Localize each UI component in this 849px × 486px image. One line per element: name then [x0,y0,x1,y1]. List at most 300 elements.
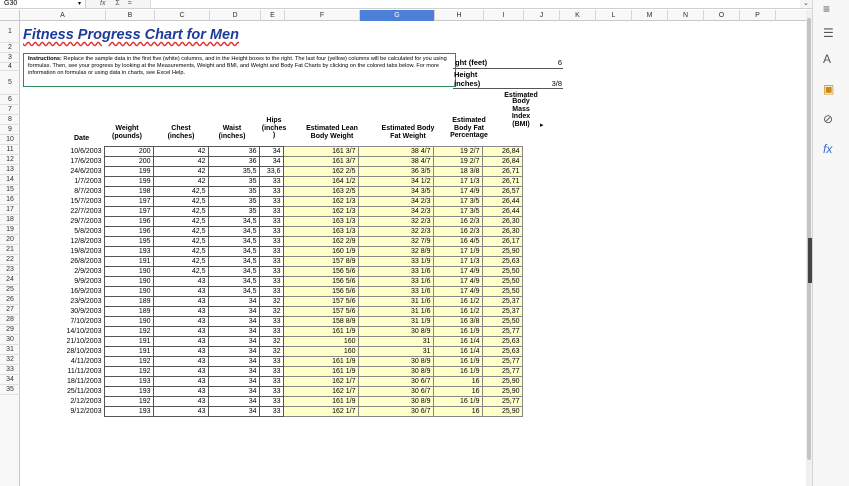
table-cell[interactable]: 42,5 [153,257,208,267]
column-header-C[interactable]: C [155,10,210,21]
table-cell[interactable]: 16/9/2003 [70,288,102,295]
table-cell[interactable]: 34 [208,297,259,307]
table-cell[interactable]: 16 [433,377,482,387]
column-header-H[interactable]: H [435,10,484,21]
table-cell[interactable]: 30 6/7 [358,407,433,417]
table-cell[interactable]: 192 [104,327,153,337]
row-header-1[interactable]: 1 [0,21,20,43]
table-cell[interactable]: 43 [153,277,208,287]
table-cell[interactable]: 189 [104,307,153,317]
table-cell[interactable]: 26,84 [482,147,522,157]
table-cell[interactable]: 43 [153,297,208,307]
row-header-29[interactable]: 29 [0,325,20,335]
table-cell[interactable]: 42 [153,177,208,187]
functions-icon[interactable]: fx [823,142,833,156]
table-cell[interactable]: 30 8/9 [358,367,433,377]
row-header-15[interactable]: 15 [0,185,20,195]
table-cell[interactable]: 32 [259,337,283,347]
table-cell[interactable]: 34 1/2 [358,177,433,187]
table-cell[interactable]: 32 [259,297,283,307]
table-cell[interactable]: 5/8/2003 [74,228,102,235]
table-cell[interactable]: 156 5/6 [283,267,358,277]
column-header-E[interactable]: E [261,10,285,21]
table-cell[interactable]: 25,77 [482,367,522,377]
table-cell[interactable]: 16 3/8 [433,317,482,327]
select-all-corner[interactable] [0,10,20,21]
table-cell[interactable]: 157 5/6 [283,307,358,317]
table-cell[interactable]: 33 [259,217,283,227]
chevron-down-icon[interactable]: ▾ [77,1,81,7]
row-header-22[interactable]: 22 [0,255,20,265]
table-cell[interactable]: 34 [259,147,283,157]
table-cell[interactable]: 38 4/7 [358,147,433,157]
row-header-23[interactable]: 23 [0,265,20,275]
table-cell[interactable]: 2/12/2003 [70,398,102,405]
table-cell[interactable]: 10/6/2003 [70,148,102,155]
table-cell[interactable]: 43 [153,407,208,417]
table-cell[interactable]: 25,50 [482,317,522,327]
column-header-G[interactable]: G [360,10,435,21]
table-cell[interactable]: 42,5 [153,217,208,227]
table-cell[interactable]: 158 8/9 [283,317,358,327]
table-cell[interactable]: 22/7/2003 [70,208,102,215]
table-cell[interactable]: 34 [208,317,259,327]
table-cell[interactable]: 26,44 [482,207,522,217]
table-cell[interactable]: 34,5 [208,287,259,297]
table-cell[interactable]: 25,50 [482,287,522,297]
row-header-34[interactable]: 34 [0,375,20,385]
function-wizard-icon[interactable]: fx [100,0,106,7]
table-cell[interactable]: 31 1/9 [358,317,433,327]
table-cell[interactable]: 17 3/5 [433,207,482,217]
table-cell[interactable]: 36 3/5 [358,167,433,177]
table-cell[interactable]: 42 [153,157,208,167]
table-cell[interactable]: 19/8/2003 [70,248,102,255]
row-header-13[interactable]: 13 [0,165,20,175]
table-cell[interactable]: 2/9/2003 [74,268,102,275]
chevron-right-icon[interactable]: ▸ [540,122,544,129]
table-cell[interactable]: 26/8/2003 [70,258,102,265]
table-cell[interactable]: 42,5 [153,227,208,237]
table-cell[interactable]: 42,5 [153,237,208,247]
table-cell[interactable]: 9/9/2003 [74,278,102,285]
row-header-4[interactable]: 4 [0,63,20,71]
column-header-O[interactable]: O [704,10,740,21]
table-cell[interactable]: 160 1/9 [283,247,358,257]
table-cell[interactable]: 26,30 [482,217,522,227]
table-cell[interactable]: 31 [358,347,433,357]
table-cell[interactable]: 4/11/2003 [70,358,102,365]
table-cell[interactable]: 26,44 [482,197,522,207]
table-cell[interactable]: 16 1/4 [433,347,482,357]
table-cell[interactable]: 16 2/3 [433,227,482,237]
row-header-16[interactable]: 16 [0,195,20,205]
table-cell[interactable]: 16 2/3 [433,217,482,227]
table-cell[interactable]: 17 4/9 [433,187,482,197]
table-cell[interactable]: 43 [153,367,208,377]
table-cell[interactable]: 192 [104,397,153,407]
styles-icon[interactable]: A [823,52,832,66]
table-cell[interactable]: 17 4/9 [433,277,482,287]
row-header-12[interactable]: 12 [0,155,20,165]
table-cell[interactable]: 164 1/2 [283,177,358,187]
table-cell[interactable]: 195 [104,237,153,247]
table-cell[interactable]: 34,5 [208,267,259,277]
table-cell[interactable]: 43 [153,317,208,327]
table-cell[interactable]: 34 [208,307,259,317]
table-cell[interactable]: 25,77 [482,397,522,407]
table-cell[interactable]: 161 1/9 [283,357,358,367]
table-cell[interactable]: 34 [208,397,259,407]
column-header-P[interactable]: P [740,10,776,21]
table-cell[interactable]: 16 1/2 [433,307,482,317]
table-cell[interactable]: 8/7/2003 [74,188,102,195]
table-cell[interactable]: 18 3/8 [433,167,482,177]
table-cell[interactable]: 25/11/2003 [66,388,102,395]
table-cell[interactable]: 34 [208,377,259,387]
table-cell[interactable]: 26,57 [482,187,522,197]
expand-formula-icon[interactable]: ⌄ [803,0,809,7]
row-header-9[interactable]: 9 [0,125,20,135]
row-header-11[interactable]: 11 [0,145,20,155]
table-cell[interactable]: 30 6/7 [358,387,433,397]
table-cell[interactable]: 26,17 [482,237,522,247]
table-cell[interactable]: 28/10/2003 [66,348,102,355]
table-cell[interactable]: 192 [104,367,153,377]
table-cell[interactable]: 157 8/9 [283,257,358,267]
table-cell[interactable]: 31 1/6 [358,307,433,317]
table-cell[interactable]: 26,84 [482,157,522,167]
table-cell[interactable]: 17 3/5 [433,197,482,207]
table-cell[interactable]: 34,5 [208,247,259,257]
table-cell[interactable]: 35 [208,197,259,207]
row-header-20[interactable]: 20 [0,235,20,245]
table-cell[interactable]: 33 [259,247,283,257]
table-cell[interactable]: 17 1/3 [433,257,482,267]
table-cell[interactable]: 191 [104,337,153,347]
table-cell[interactable]: 161 3/7 [283,147,358,157]
table-cell[interactable]: 42,5 [153,247,208,257]
row-header-26[interactable]: 26 [0,295,20,305]
table-cell[interactable]: 30/9/2003 [70,308,102,315]
table-cell[interactable]: 25,90 [482,387,522,397]
table-cell[interactable]: 33 [259,227,283,237]
table-cell[interactable]: 192 [104,357,153,367]
height-inches-value[interactable]: 3/8 [551,79,562,88]
table-cell[interactable]: 156 5/6 [283,277,358,287]
table-cell[interactable]: 33 [259,377,283,387]
table-cell[interactable]: 31 1/6 [358,297,433,307]
table-cell[interactable]: 34 3/5 [358,187,433,197]
table-cell[interactable]: 161 1/9 [283,397,358,407]
table-cell[interactable]: 199 [104,167,153,177]
table-cell[interactable]: 25,63 [482,257,522,267]
row-header-25[interactable]: 25 [0,285,20,295]
table-cell[interactable]: 33 [259,317,283,327]
table-cell[interactable]: 36 [208,147,259,157]
table-cell[interactable]: 43 [153,327,208,337]
table-cell[interactable]: 34 2/3 [358,197,433,207]
table-cell[interactable]: 191 [104,347,153,357]
table-cell[interactable]: 16 [433,407,482,417]
table-cell[interactable]: 33,6 [259,167,283,177]
table-cell[interactable]: 33 [259,237,283,247]
table-cell[interactable]: 25,77 [482,327,522,337]
table-cell[interactable]: 160 [283,347,358,357]
table-cell[interactable]: 24/6/2003 [70,168,102,175]
table-cell[interactable]: 33 [259,287,283,297]
table-cell[interactable]: 161 1/9 [283,367,358,377]
table-cell[interactable]: 26,30 [482,227,522,237]
table-cell[interactable]: 163 1/3 [283,227,358,237]
table-cell[interactable]: 33 1/6 [358,267,433,277]
table-cell[interactable]: 25,63 [482,347,522,357]
row-header-24[interactable]: 24 [0,275,20,285]
table-cell[interactable]: 34 [208,337,259,347]
row-header-30[interactable]: 30 [0,335,20,345]
table-cell[interactable]: 160 [283,337,358,347]
table-cell[interactable]: 38 4/7 [358,157,433,167]
table-cell[interactable]: 33 1/6 [358,277,433,287]
table-cell[interactable]: 193 [104,377,153,387]
table-cell[interactable]: 33 [259,177,283,187]
table-cell[interactable]: 16 1/9 [433,397,482,407]
table-cell[interactable]: 19 2/7 [433,157,482,167]
table-cell[interactable]: 190 [104,317,153,327]
column-header-D[interactable]: D [210,10,261,21]
table-cell[interactable]: 34 [208,367,259,377]
row-header-14[interactable]: 14 [0,175,20,185]
table-cell[interactable]: 193 [104,407,153,417]
table-cell[interactable]: 34,5 [208,227,259,237]
table-cell[interactable]: 161 3/7 [283,157,358,167]
table-cell[interactable]: 43 [153,357,208,367]
table-cell[interactable]: 200 [104,157,153,167]
table-cell[interactable]: 42,5 [153,267,208,277]
table-cell[interactable]: 32 8/9 [358,247,433,257]
table-cell[interactable]: 16 4/5 [433,237,482,247]
row-header-8[interactable]: 8 [0,115,20,125]
table-cell[interactable]: 12/8/2003 [70,238,102,245]
table-cell[interactable]: 43 [153,287,208,297]
column-header-A[interactable]: A [20,10,106,21]
table-cell[interactable]: 35,5 [208,167,259,177]
table-cell[interactable]: 43 [153,337,208,347]
table-cell[interactable]: 34,5 [208,257,259,267]
table-cell[interactable]: 19 2/7 [433,147,482,157]
table-cell[interactable]: 32 2/3 [358,227,433,237]
row-header-32[interactable]: 32 [0,355,20,365]
table-cell[interactable]: 17 4/9 [433,267,482,277]
table-cell[interactable]: 162 1/7 [283,387,358,397]
table-cell[interactable]: 162 1/3 [283,207,358,217]
table-cell[interactable]: 162 1/7 [283,377,358,387]
table-cell[interactable]: 190 [104,267,153,277]
table-cell[interactable]: 25,63 [482,337,522,347]
table-cell[interactable]: 32 2/3 [358,217,433,227]
table-cell[interactable]: 193 [104,247,153,257]
table-cell[interactable]: 189 [104,297,153,307]
table-cell[interactable]: 17 1/3 [433,177,482,187]
row-header-17[interactable]: 17 [0,205,20,215]
table-cell[interactable]: 23/9/2003 [70,298,102,305]
row-header-31[interactable]: 31 [0,345,20,355]
table-cell[interactable]: 30 6/7 [358,377,433,387]
table-cell[interactable]: 25,90 [482,407,522,417]
table-cell[interactable]: 30 8/9 [358,327,433,337]
table-cell[interactable]: 33 [259,267,283,277]
table-cell[interactable]: 21/10/2003 [66,338,102,345]
table-cell[interactable]: 34,5 [208,217,259,227]
table-cell[interactable]: 196 [104,217,153,227]
table-cell[interactable]: 161 1/9 [283,327,358,337]
table-cell[interactable]: 190 [104,287,153,297]
table-cell[interactable]: 17/6/2003 [70,158,102,165]
table-cell[interactable]: 25,37 [482,297,522,307]
table-cell[interactable]: 16 1/4 [433,337,482,347]
table-cell[interactable]: 35 [208,187,259,197]
table-cell[interactable]: 36 [208,157,259,167]
table-cell[interactable]: 16 1/9 [433,367,482,377]
table-cell[interactable]: 17 1/9 [433,247,482,257]
table-cell[interactable]: 33 [259,277,283,287]
table-cell[interactable]: 34,5 [208,277,259,287]
table-cell[interactable]: 198 [104,187,153,197]
table-cell[interactable]: 25,50 [482,277,522,287]
table-cell[interactable]: 25,37 [482,307,522,317]
column-header-M[interactable]: M [632,10,668,21]
table-cell[interactable]: 33 [259,327,283,337]
table-cell[interactable]: 33 [259,367,283,377]
table-cell[interactable]: 29/7/2003 [70,218,102,225]
table-cell[interactable]: 34 [259,157,283,167]
table-cell[interactable]: 33 [259,387,283,397]
table-cell[interactable]: 33 [259,397,283,407]
hamburger-menu-icon[interactable]: ≡ [823,2,831,16]
table-cell[interactable]: 43 [153,387,208,397]
table-cell[interactable]: 197 [104,197,153,207]
sum-icon[interactable]: Σ [115,0,120,7]
row-header-28[interactable]: 28 [0,315,20,325]
row-header-3[interactable]: 3 [0,53,20,63]
row-header-6[interactable]: 6 [0,95,20,105]
table-cell[interactable]: 25,77 [482,357,522,367]
table-cell[interactable]: 14/10/2003 [66,328,102,335]
table-cell[interactable]: 163 2/5 [283,187,358,197]
table-cell[interactable]: 33 [259,187,283,197]
table-cell[interactable]: 162 1/3 [283,197,358,207]
table-cell[interactable]: 1/7/2003 [74,178,102,185]
table-cell[interactable]: 26,71 [482,167,522,177]
table-cell[interactable]: 17 4/9 [433,287,482,297]
row-header-5[interactable]: 5 [0,71,20,95]
table-cell[interactable]: 34 [208,347,259,357]
table-cell[interactable]: 16 [433,387,482,397]
table-cell[interactable]: 7/10/2003 [70,318,102,325]
table-cell[interactable]: 16 1/9 [433,357,482,367]
navigator-icon[interactable]: ⊘ [823,112,834,126]
table-cell[interactable]: 162 2/9 [283,237,358,247]
table-cell[interactable]: 11/11/2003 [67,368,102,375]
column-header-I[interactable]: I [484,10,524,21]
row-header-2[interactable]: 2 [0,43,20,53]
table-cell[interactable]: 199 [104,177,153,187]
table-cell[interactable]: 33 1/9 [358,257,433,267]
column-header-F[interactable]: F [285,10,360,21]
table-cell[interactable]: 191 [104,257,153,267]
table-cell[interactable]: 34 [208,357,259,367]
table-cell[interactable]: 32 [259,347,283,357]
row-header-21[interactable]: 21 [0,245,20,255]
table-cell[interactable]: 42 [153,147,208,157]
table-cell[interactable]: 25,50 [482,267,522,277]
table-cell[interactable]: 42,5 [153,207,208,217]
table-cell[interactable]: 162 2/5 [283,167,358,177]
table-cell[interactable]: 34 [208,407,259,417]
table-cell[interactable]: 42 [153,167,208,177]
properties-icon[interactable]: ☰ [823,26,834,40]
column-header-K[interactable]: K [560,10,596,21]
height-feet-value[interactable]: 6 [557,58,562,67]
gallery-icon[interactable]: ▣ [823,82,835,96]
table-cell[interactable]: 197 [104,207,153,217]
sheet-grid[interactable] [20,21,806,486]
table-cell[interactable]: 193 [104,387,153,397]
row-header-7[interactable]: 7 [0,105,20,115]
table-cell[interactable]: 190 [104,277,153,287]
column-header-B[interactable]: B [106,10,155,21]
table-cell[interactable]: 33 [259,207,283,217]
column-header-J[interactable]: J [524,10,560,21]
table-cell[interactable]: 25,90 [482,247,522,257]
row-header-19[interactable]: 19 [0,225,20,235]
table-cell[interactable]: 18/11/2003 [66,378,102,385]
table-cell[interactable]: 34,5 [208,237,259,247]
table-cell[interactable]: 200 [104,147,153,157]
table-cell[interactable]: 34 2/3 [358,207,433,217]
table-cell[interactable]: 15/7/2003 [70,198,102,205]
table-cell[interactable]: 16 1/9 [433,327,482,337]
table-cell[interactable]: 157 5/6 [283,297,358,307]
formula-input[interactable] [150,0,800,8]
table-cell[interactable]: 43 [153,347,208,357]
table-cell[interactable]: 43 [153,377,208,387]
table-cell[interactable]: 43 [153,307,208,317]
table-cell[interactable]: 31 [358,337,433,347]
table-cell[interactable]: 33 [259,257,283,267]
column-header-N[interactable]: N [668,10,704,21]
row-header-27[interactable]: 27 [0,305,20,315]
table-cell[interactable]: 42,5 [153,187,208,197]
table-cell[interactable]: 33 1/6 [358,287,433,297]
table-cell[interactable]: 42,5 [153,197,208,207]
table-cell[interactable]: 16 1/2 [433,297,482,307]
formula-equals-icon[interactable]: = [127,0,132,7]
table-cell[interactable]: 34 [208,327,259,337]
table-cell[interactable]: 196 [104,227,153,237]
table-cell[interactable]: 163 1/3 [283,217,358,227]
table-cell[interactable]: 33 [259,357,283,367]
name-box[interactable] [0,0,86,8]
table-cell[interactable]: 162 1/7 [283,407,358,417]
table-cell[interactable]: 9/12/2003 [70,408,102,415]
table-cell[interactable]: 33 [259,197,283,207]
row-header-35[interactable]: 35 [0,385,20,395]
table-cell[interactable]: 35 [208,207,259,217]
table-cell[interactable]: 33 [259,407,283,417]
table-cell[interactable]: 30 8/9 [358,357,433,367]
row-header-10[interactable]: 10 [0,135,20,145]
